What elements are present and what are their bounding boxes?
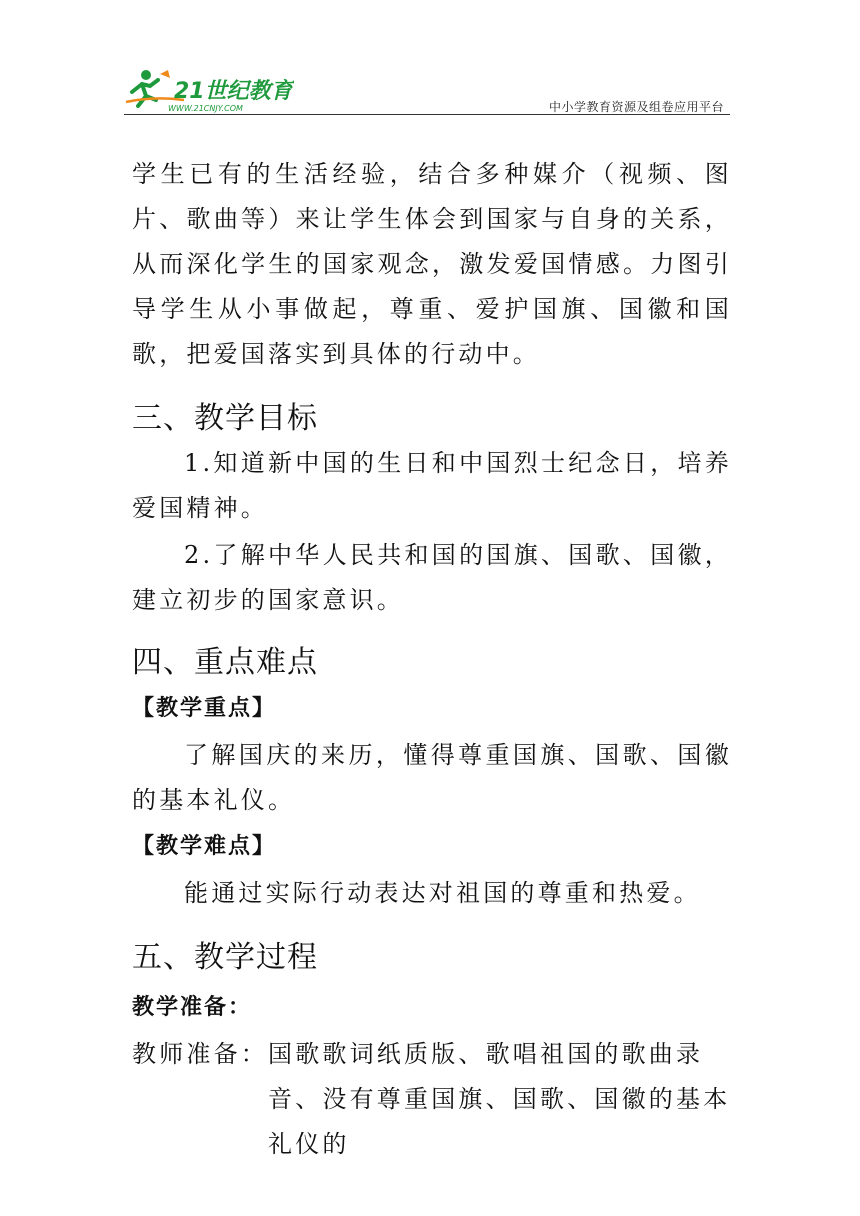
teacher-prep-label: 教师准备：	[132, 1040, 268, 1068]
page-header	[124, 66, 730, 116]
difficulty-text: 能通过实际行动表达对祖国的尊重和热爱。	[184, 879, 701, 907]
intro-paragraph: 学生已有的生活经验，结合多种媒介（视频、图片、歌曲等）来让学生体会到国家与自身的关系，从而深化学生的国家观念，激发爱国情感。力图引导学生从小事做起，尊重、爱护国旗、国徽和国歌，把爱国落实到具体的行动中。	[132, 160, 732, 368]
teacher-prep-text: 国歌歌词纸质版、歌唱祖国的歌曲录音、没有尊重国旗、国歌、国徽的基本礼仪的	[268, 1040, 731, 1158]
logo-21cnjy	[124, 66, 294, 114]
header-divider	[124, 114, 730, 115]
section-4-heading: 四、重点难点	[132, 645, 318, 680]
site-tagline: 中小学教育资源及组卷应用平台	[548, 100, 724, 114]
section-5-heading: 五、教学过程	[132, 940, 318, 975]
goal-1: 1.知道新中国的生日和中国烈士纪念日，培养爱国精神。	[132, 449, 732, 522]
key-point-text: 了解国庆的来历，懂得尊重国旗、国歌、国徽的基本礼仪。	[132, 741, 732, 814]
teacher-prep	[132, 1032, 732, 1167]
logo-url: WWW.21CNJY.COM	[168, 104, 243, 113]
logo-text: 21世纪教育	[174, 79, 293, 104]
key-point-label: 【教学重点】	[132, 696, 277, 721]
prep-label: 教学准备：	[132, 995, 253, 1020]
difficulty-label: 【教学难点】	[132, 834, 277, 859]
document-body	[132, 152, 732, 1167]
goal-2: 2.了解中华人民共和国的国旗、国歌、国徽，建立初步的国家意识。	[132, 541, 732, 614]
section-3-heading: 三、教学目标	[132, 401, 318, 436]
